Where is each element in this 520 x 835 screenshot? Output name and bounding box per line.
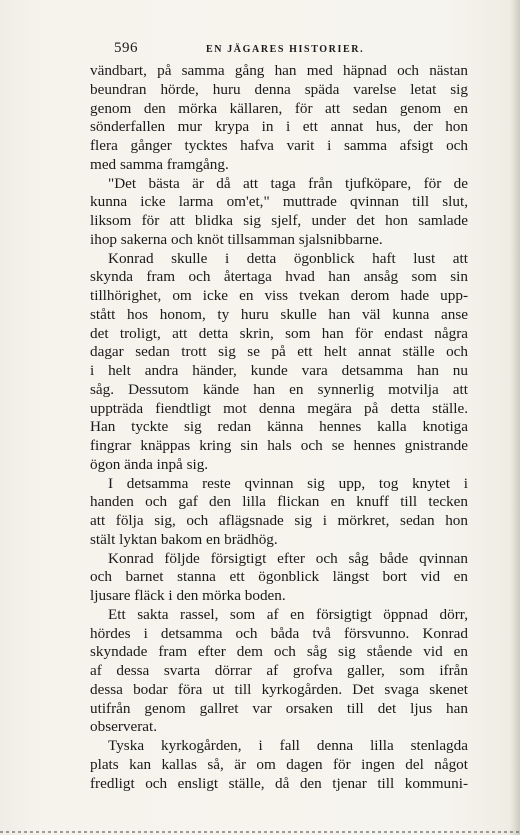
- text-line: dessa bodar föra ut till kyrkogården. Det svaga skenet: [90, 680, 468, 698]
- text-line: det troligt, att detta skrin, som han för endast några: [90, 324, 468, 342]
- text-line: Konrad följde försigtigt efter och såg både qvinnan: [108, 549, 468, 567]
- text-line: af dessa svarta dörrar af grofva galler, som ifrån: [90, 662, 468, 679]
- text-line: Ett sakta rassel, som af en försigtigt öppnad dörr,: [108, 605, 468, 623]
- text-line: dagar sedan trott sig se på ett helt annat ställe och: [90, 343, 468, 361]
- page-header: [114, 40, 474, 56]
- text-line: stält lyktan bakom en brädhög.: [90, 530, 278, 548]
- text-line: uppträda fiendtligt mot denna megära på detta ställe.: [90, 399, 468, 417]
- text-line: handen och gaf den lilla flickan en knuff till tecken: [90, 493, 468, 511]
- text-line: beundran hörde, huru denna späda varelse letat sig: [90, 80, 468, 98]
- text-line: "Det bästa är då att taga från tjufköpare, för de: [108, 174, 468, 192]
- text-line: Konrad skulle i detta ögonblick haft lust att: [108, 249, 468, 267]
- text-line: med samma framgång.: [90, 155, 229, 173]
- text-line: fingrar knäppas kring sin hals och se hennes gnistrande: [90, 437, 468, 454]
- text-line: flera gånger tycktes hafva varit i samma afsigt och: [90, 137, 468, 154]
- text-line: ljusare fläck i den mörka boden.: [90, 587, 286, 604]
- scan-bottom-edge: [0, 831, 520, 833]
- text-line: kunna icke larma om'et," muttrade qvinnan till slut,: [90, 193, 468, 211]
- text-line: vändbart, på samma gång han med häpnad och nästan: [90, 62, 468, 79]
- text-line: i helt andra händer, kunde vara detsamma han nu: [90, 362, 468, 379]
- text-line: skynda fram och återtaga hvad han ansåg som sin: [90, 268, 468, 286]
- page-number: 596: [114, 40, 138, 56]
- text-line: Tyska kyrkogården, i fall denna lilla stenlagda: [108, 737, 468, 754]
- text-line: att följa sig, och aflägsnade sig i mörkret, sedan hon: [90, 512, 468, 529]
- text-line: genom den mörka källaren, för att sedan genom en: [90, 99, 468, 117]
- text-line: plats kan kallas så, är om dagen för ingen del något: [90, 755, 468, 773]
- text-line: sönderfallen mur krypa in i ett annat hus, der hon: [90, 118, 468, 136]
- text-line: och barnet stanna ett ögonblick längst bort vid en: [90, 568, 468, 586]
- text-line: Han tyckte sig redan känna hennes kalla knotiga: [90, 418, 468, 436]
- text-line: hördes i detsamma och båda två försvunno. Konrad: [90, 624, 468, 642]
- text-line: ihop sakerna och knöt tillsamman sjalsnibbarne.: [90, 230, 383, 248]
- text-line: liksom för att blidka sig sjelf, under det hon samlade: [90, 212, 468, 229]
- text-line: observerat.: [90, 718, 158, 736]
- text-line: skyndade fram efter dem och såg sig stående vid en: [90, 643, 468, 661]
- text-line: såg. Dessutom kände han en synnerlig motvilja att: [90, 380, 468, 398]
- text-line: I detsamma reste qvinnan sig upp, tog knytet i: [108, 474, 468, 492]
- text-line: fredligt och ensligt ställe, då den tjenar till kommuni-: [90, 774, 468, 792]
- page-edge-shadow: [510, 0, 520, 835]
- text-line: ögon ända inpå sig.: [90, 455, 209, 473]
- text-line: stått hos honom, ty huru skulle han väl kunna anse: [90, 305, 468, 323]
- body-text: [90, 62, 468, 793]
- text-line: utifrån genom gallret var orsaken till det ljus han: [90, 699, 468, 717]
- running-title: EN JÄGARES HISTORIER.: [206, 44, 365, 55]
- text-line: tillhörighet, om icke en viss tvekan derom hade upp-: [90, 287, 468, 304]
